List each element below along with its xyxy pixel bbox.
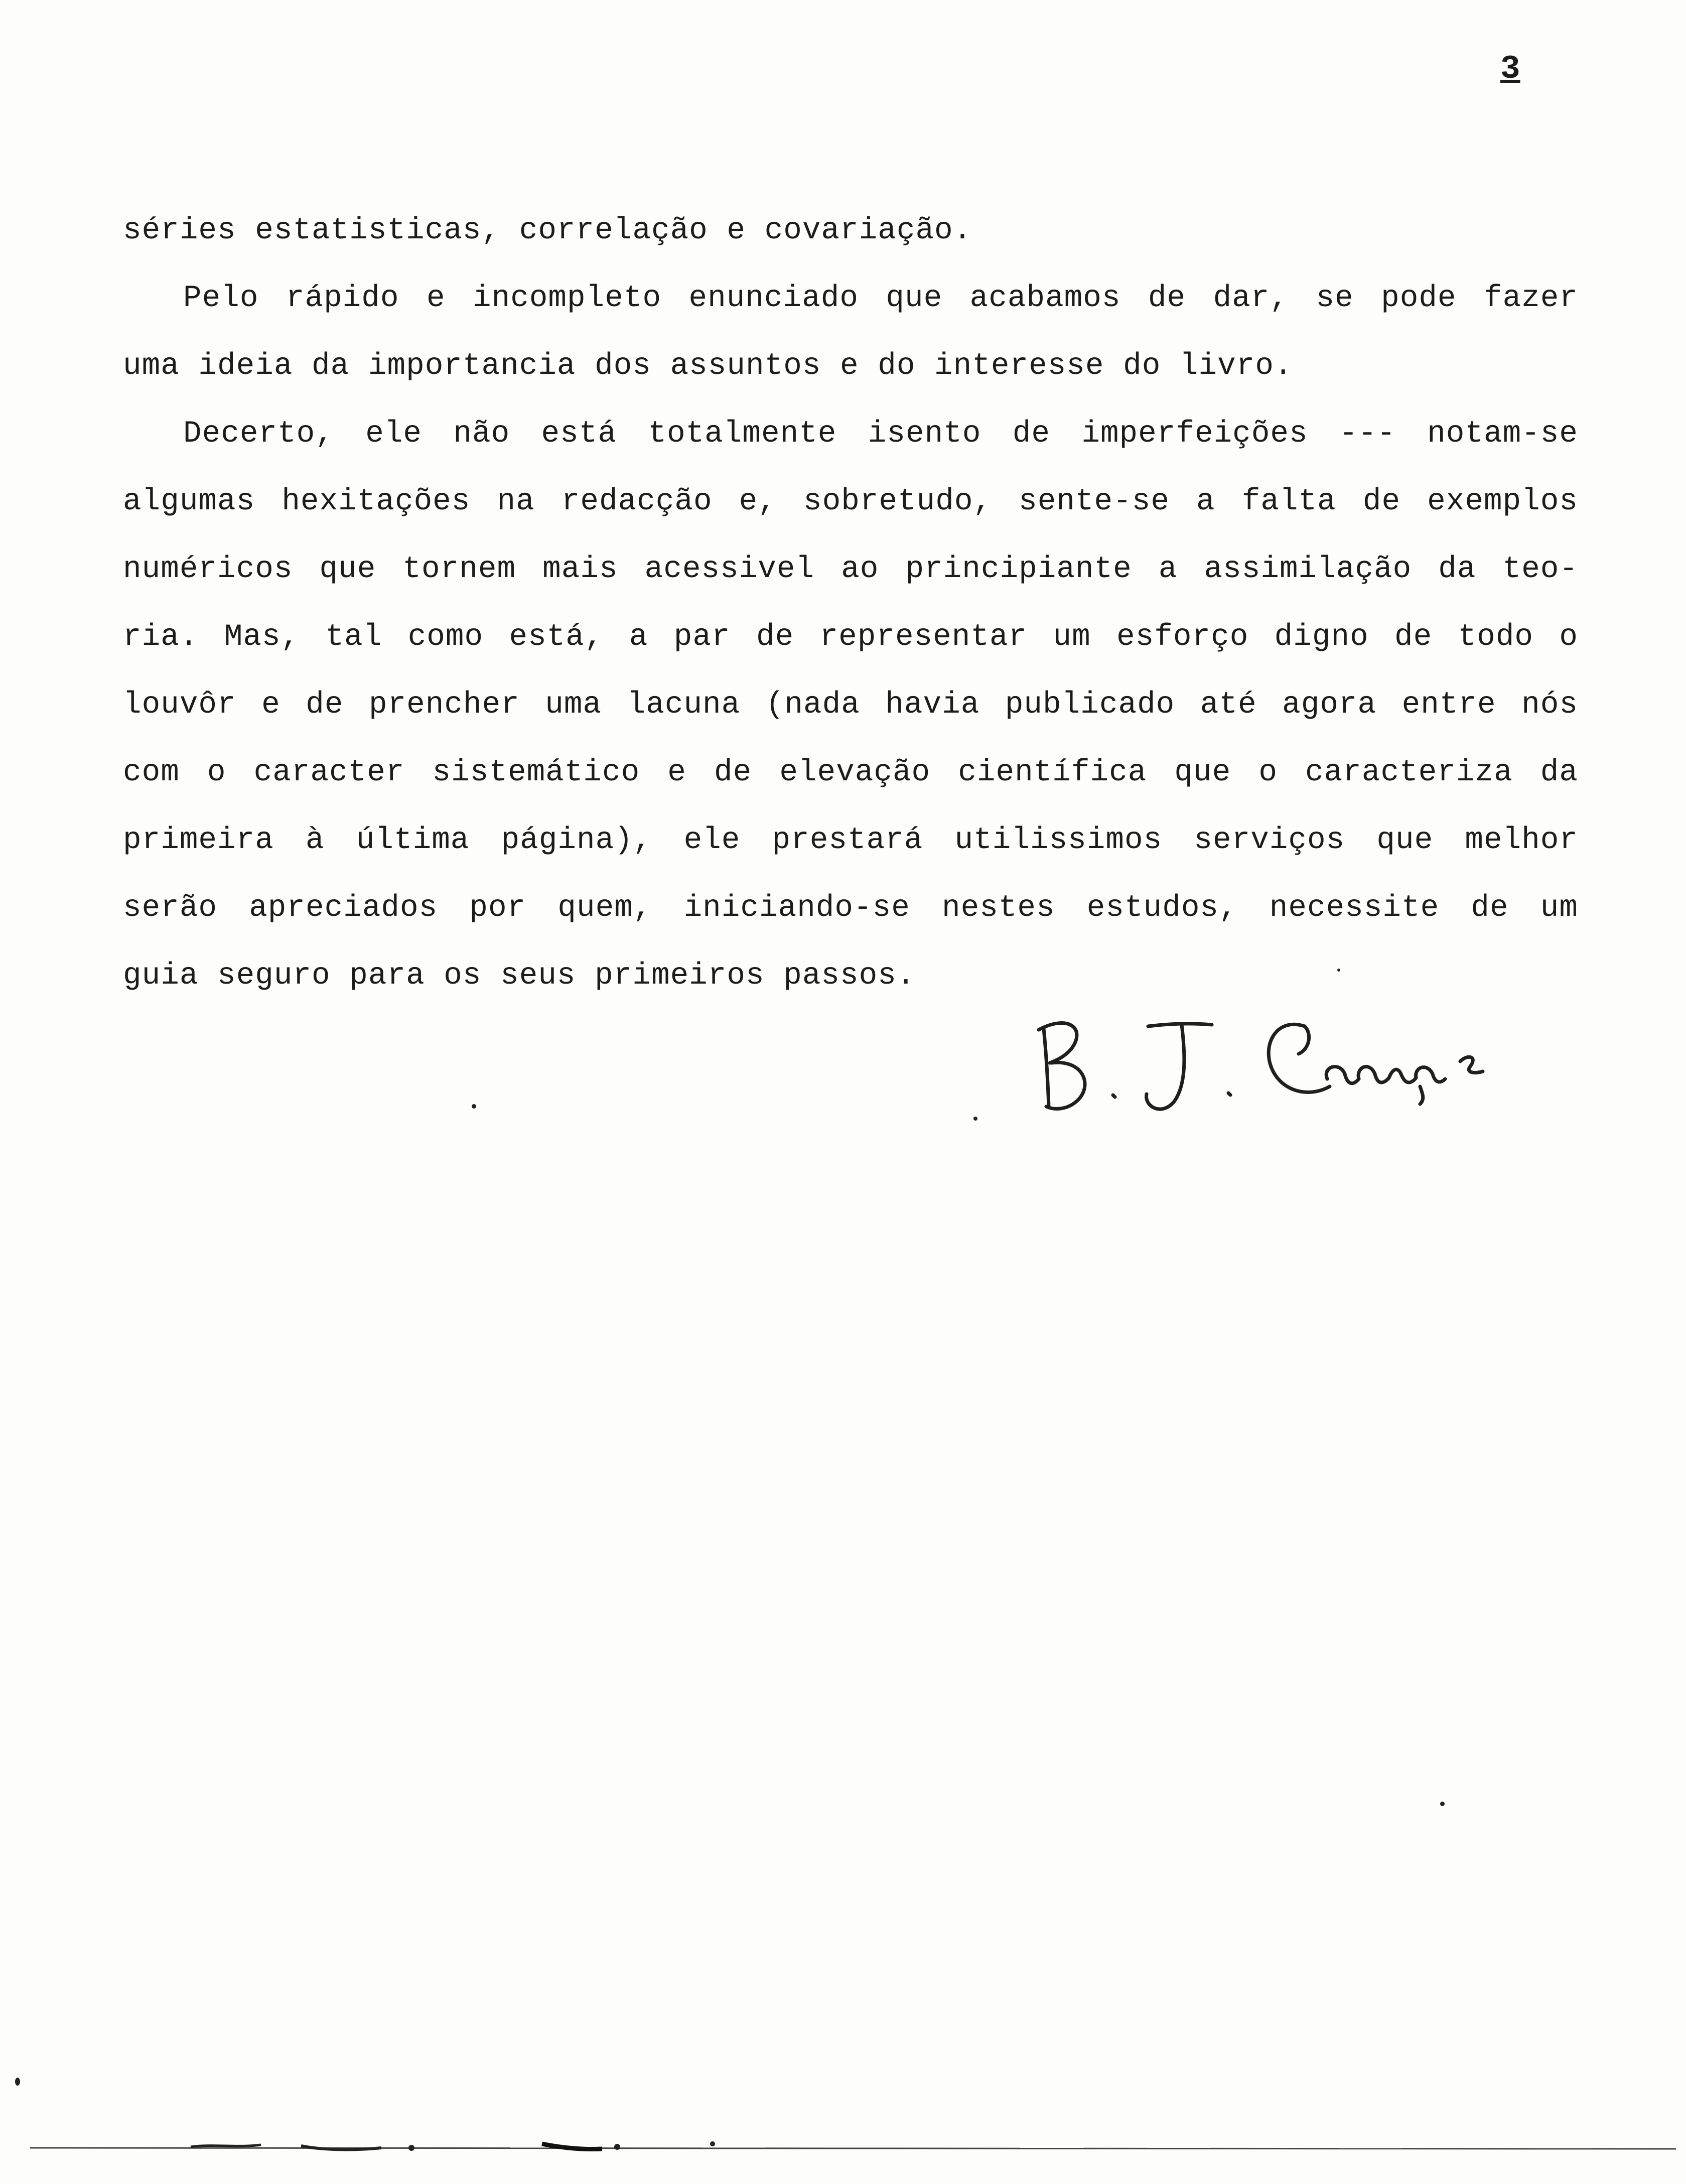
text-line: uma ideia da importancia dos assuntos e do interesse do livro.: [123, 349, 1293, 383]
text-line: séries estatisticas, correlação e covariação.: [123, 213, 972, 248]
scan-speck: [973, 1117, 977, 1121]
text-line: ria. Mas, tal como está, a par de representar um esforço digno de todo o: [123, 620, 1578, 654]
text-line: numéricos que tornem mais acessivel ao principiante a assimilação da teo-: [123, 552, 1578, 587]
scan-speck: [472, 1104, 476, 1109]
text-line: primeira à última página), ele prestará utilissimos serviços que melhor: [123, 823, 1578, 858]
scan-speck: [15, 2078, 20, 2086]
text-line: algumas hexitações na redacção e, sobretudo, sente-se a falta de exemplos: [123, 484, 1578, 519]
text-line: com o caracter sistemático e de elevação científica que o caracteriza da: [123, 755, 1578, 790]
text-line: Pelo rápido e incompleto enunciado que acabamos de dar, se pode fazer: [183, 281, 1578, 316]
text-line: guia seguro para os seus primeiros passos.: [123, 959, 916, 993]
handwritten-signature: [1024, 999, 1495, 1129]
page-number: 3: [1500, 50, 1520, 88]
text-line: serão apreciados por quem, iniciando-se nestes estudos, necessite de um: [123, 891, 1578, 925]
body-text: [123, 213, 1578, 1026]
scan-speck: [1337, 969, 1340, 972]
scan-edge-line: [0, 2133, 1686, 2163]
scan-speck: [1440, 1802, 1445, 1806]
text-line: Decerto, ele não está totalmente isento de imperfeições --- notam-se: [183, 417, 1578, 451]
text-line: louvôr e de prencher uma lacuna (nada havia publicado até agora entre nós: [123, 688, 1578, 722]
